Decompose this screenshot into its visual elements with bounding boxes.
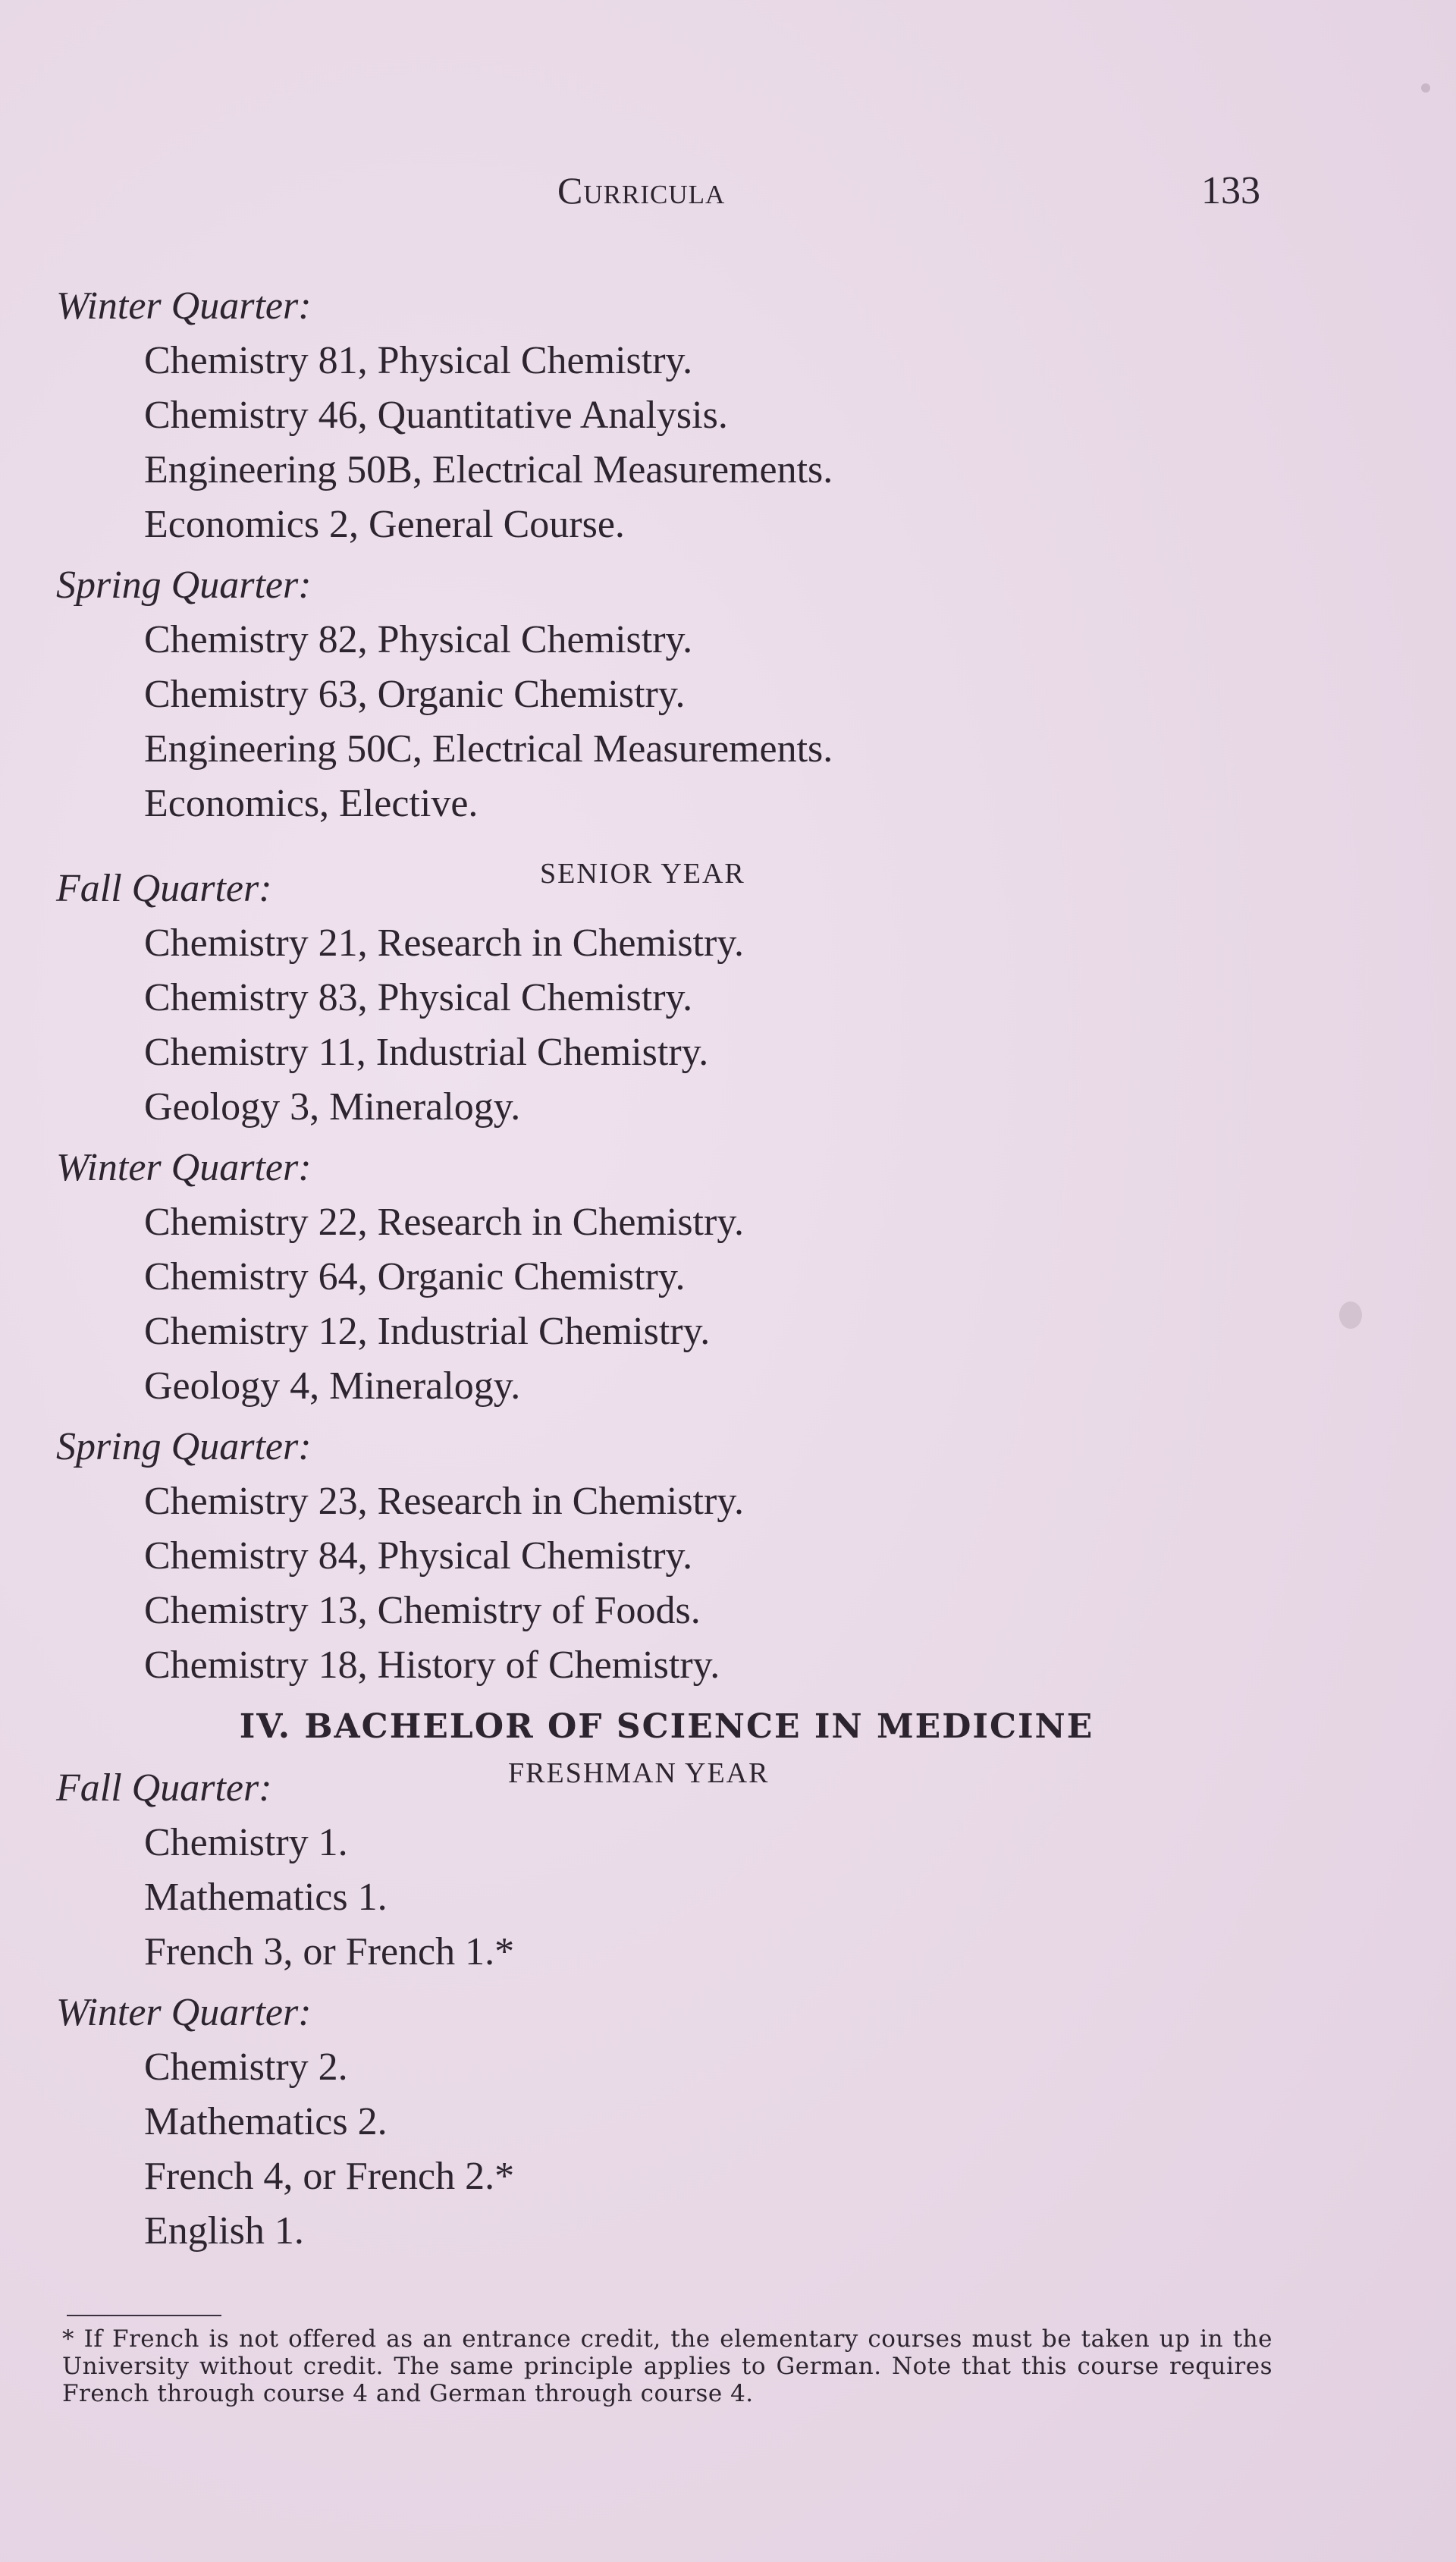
paper-spot bbox=[1339, 1301, 1362, 1329]
course-line: Chemistry 22, Research in Chemistry. bbox=[144, 1201, 744, 1244]
quarter-block bbox=[56, 558, 1300, 831]
quarter-block bbox=[56, 1757, 1300, 1980]
footnote: * If French is not offered as an entrance credit, the elementary courses must be taken up in the University without credit. The same principle applies to German. Note that this course requires French through course 4 and German through course 4. bbox=[62, 2325, 1272, 2407]
section-heading: IV. BACHELOR OF SCIENCE IN MEDICINE bbox=[239, 1707, 1094, 1746]
year-label: SENIOR YEAR bbox=[540, 858, 745, 890]
course-line: Chemistry 63, Organic Chemistry. bbox=[144, 673, 686, 716]
course-line: Chemistry 81, Physical Chemistry. bbox=[144, 339, 693, 382]
course-line: Chemistry 21, Research in Chemistry. bbox=[144, 922, 744, 965]
page-header bbox=[0, 168, 1456, 221]
quarter-block bbox=[56, 1420, 1300, 1693]
course-line: Economics 2, General Course. bbox=[144, 503, 625, 546]
quarter-block bbox=[56, 1141, 1300, 1414]
course-line: Chemistry 82, Physical Chemistry. bbox=[144, 618, 693, 661]
course-line: French 4, or French 2.* bbox=[144, 2155, 515, 2198]
course-line: Chemistry 64, Organic Chemistry. bbox=[144, 1255, 686, 1298]
course-line: Chemistry 13, Chemistry of Foods. bbox=[144, 1589, 701, 1632]
course-line: English 1. bbox=[144, 2209, 304, 2253]
course-line: Chemistry 18, History of Chemistry. bbox=[144, 1644, 720, 1687]
quarter-block bbox=[56, 279, 1300, 552]
year-label: FRESHMAN YEAR bbox=[508, 1757, 770, 1789]
course-line: Chemistry 46, Quantitative Analysis. bbox=[144, 394, 728, 437]
quarter-heading: Spring Quarter: bbox=[56, 1425, 312, 1468]
quarter-heading: Winter Quarter: bbox=[56, 284, 312, 328]
footnote-rule bbox=[67, 2315, 221, 2316]
quarter-block bbox=[56, 858, 1300, 1135]
course-line: Geology 4, Mineralogy. bbox=[144, 1364, 521, 1408]
quarter-heading bbox=[56, 858, 1300, 916]
course-line: Chemistry 11, Industrial Chemistry. bbox=[144, 1031, 709, 1074]
course-line: Geology 3, Mineralogy. bbox=[144, 1085, 521, 1129]
quarter-label: Fall Quarter: bbox=[56, 1766, 272, 1810]
quarter-heading bbox=[56, 1757, 1300, 1816]
quarter-heading: Spring Quarter: bbox=[56, 564, 312, 607]
course-line: Engineering 50B, Electrical Measurements. bbox=[144, 448, 833, 491]
course-line: French 3, or French 1.* bbox=[144, 1930, 515, 1973]
course-line: Mathematics 2. bbox=[144, 2100, 388, 2143]
paper-spot bbox=[1421, 83, 1430, 93]
course-line: Economics, Elective. bbox=[144, 782, 479, 825]
quarter-block bbox=[56, 1986, 1300, 2259]
course-line: Chemistry 83, Physical Chemistry. bbox=[144, 976, 693, 1019]
course-line: Chemistry 84, Physical Chemistry. bbox=[144, 1534, 693, 1578]
course-line: Chemistry 23, Research in Chemistry. bbox=[144, 1480, 744, 1523]
page-number: 133 bbox=[1201, 169, 1260, 212]
course-line: Chemistry 1. bbox=[144, 1821, 348, 1864]
running-title: Curricula bbox=[557, 169, 726, 212]
quarter-heading: Winter Quarter: bbox=[56, 1991, 312, 2034]
curriculum-content bbox=[56, 279, 1300, 2259]
course-line: Engineering 50C, Electrical Measurements. bbox=[144, 727, 833, 771]
course-line: Chemistry 12, Industrial Chemistry. bbox=[144, 1310, 711, 1353]
course-line: Mathematics 1. bbox=[144, 1876, 388, 1919]
quarter-label: Fall Quarter: bbox=[56, 867, 272, 910]
quarter-heading: Winter Quarter: bbox=[56, 1146, 312, 1189]
course-line: Chemistry 2. bbox=[144, 2046, 348, 2089]
